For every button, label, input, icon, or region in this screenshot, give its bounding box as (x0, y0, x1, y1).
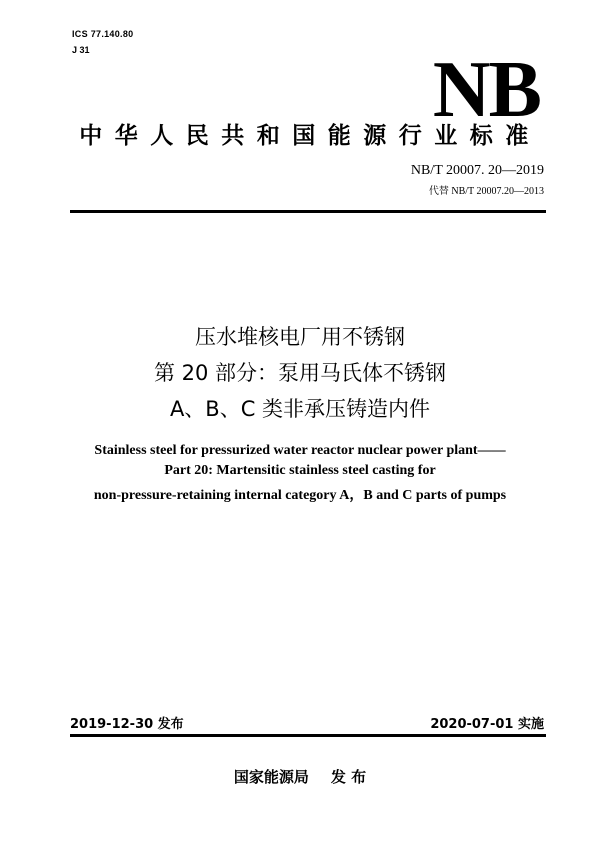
ccs-code: J 31 (72, 45, 90, 55)
effective-date: 2020-07-01 实施 (430, 717, 544, 732)
title-zh-line-1: 压水堆核电厂用不锈钢 (195, 325, 405, 349)
footer-divider (70, 734, 546, 737)
standard-number: NB/T 20007. 20—2019 (410, 163, 544, 178)
title-en-line-2: Part 20: Martensitic stainless steel casting for (164, 463, 436, 478)
publish-date: 2019-12-30 发布 (70, 717, 184, 732)
issuer-line (0, 766, 600, 787)
issue-word: 发 布 (330, 768, 367, 786)
ics-code: ICS 77.140.80 (72, 29, 134, 39)
title-en-line-1: Stainless steel for pressurized water reactor nuclear power plant—— (94, 443, 506, 458)
title-en-line-3: non-pressure-retaining internal category A，B and C parts of pumps (93, 488, 507, 503)
nb-logo: NB (432, 46, 540, 134)
header-divider (70, 210, 546, 213)
title-zh-line-2: 第 20 部分：泵用马氏体不锈钢 (153, 361, 447, 385)
replaces-note: 代替 NB/T 20007.20—2013 (428, 186, 544, 197)
organization-title: 中华人民共和国能源行业标准 (79, 123, 541, 149)
issuer-name: 国家能源局 (233, 768, 309, 786)
title-zh-line-3: A、B、C 类非承压铸造内件 (169, 397, 431, 421)
